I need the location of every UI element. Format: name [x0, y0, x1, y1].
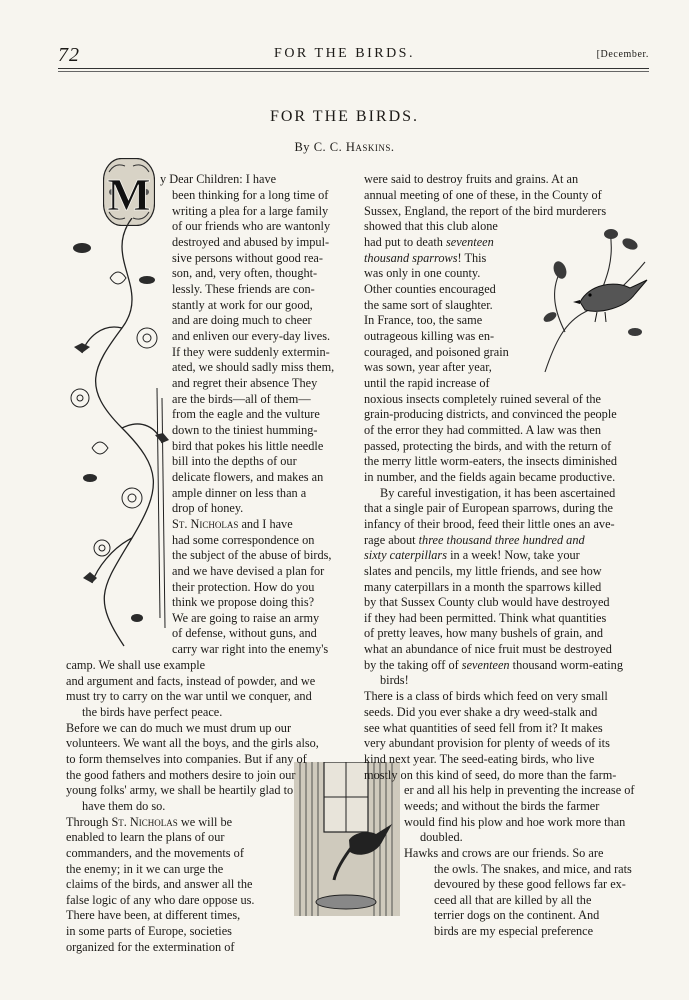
drop-cap-letter: M: [107, 169, 151, 220]
text-line: Hawks and crows are our friends. So are: [404, 846, 604, 860]
bird-on-branch-icon: [535, 222, 653, 380]
text-line: think we propose doing this?: [172, 595, 315, 609]
text-line: There is a class of birds which feed on very small: [364, 689, 608, 703]
text-line: stantly at work for our good,: [172, 298, 313, 312]
text-line: to form themselves into companies. But if any of: [66, 752, 307, 766]
text-line: see what quantities of seed fell from it? It makes: [364, 721, 603, 735]
text-line: terrier dogs on the continent. And: [434, 908, 600, 922]
text-line: showed that this club alone: [364, 219, 498, 233]
text-line: in some parts of Europe, societies: [66, 924, 232, 938]
text-line: until the rapid increase of: [364, 376, 490, 390]
text-line: sive persons without good rea-: [172, 251, 323, 265]
text-line: in number, and the fields again became productive.: [364, 470, 616, 484]
ornate-letter-icon: [103, 158, 155, 226]
text-line: bill into the depths of our: [172, 454, 297, 468]
text-line: by that Sussex County club would have destroyed: [364, 595, 610, 609]
text-line: claims of the birds, and answer all the: [66, 877, 253, 891]
byline-prefix: By: [294, 140, 314, 154]
text-line: couraged, and poisoned grain: [364, 345, 509, 359]
text-line: We are going to raise an army: [172, 611, 320, 625]
text-line: ated, we should sadly miss them,: [172, 360, 335, 374]
issue-month: [December.: [596, 49, 649, 60]
text-line: rage about three thousand three hundred and: [364, 533, 585, 547]
text-line: y Dear Children: I have: [160, 172, 277, 186]
text-line: volunteers. We want all the boys, and the girls also,: [66, 736, 319, 750]
header-rule-secondary: [58, 71, 649, 72]
text-line: lessly. These friends are con-: [172, 282, 315, 296]
text-line: ceed all that are killed by all the: [434, 893, 592, 907]
text-line: false logic of any who dare oppose us.: [66, 893, 255, 907]
text-line: grain-producing districts, and convinced the people: [364, 407, 617, 421]
text-line: sixty caterpillars in a week! Now, take your: [364, 548, 580, 562]
text-line: are the birds—all of them—: [172, 392, 311, 406]
text-line: kind next year. The seed-eating birds, who live: [364, 752, 595, 766]
text-line: mostly on this kind of seed, do more than the farm-: [364, 768, 617, 782]
text-line: delicate flowers, and makes an: [172, 470, 324, 484]
text-line: son, and, very often, thought-: [172, 266, 318, 280]
text-line: If they were suddenly extermin-: [172, 345, 330, 359]
text-line: the merry little worm-eaters, the insects diminished: [364, 454, 618, 468]
text-line: writing a plea for a large family: [172, 204, 329, 218]
text-line: and regret their absence They: [172, 376, 318, 390]
text-line: that a single pair of European sparrows, during the: [364, 501, 613, 515]
running-title: FOR THE BIRDS.: [274, 46, 415, 61]
text-line: must try to carry on the war until we conquer, and: [66, 689, 312, 703]
text-line: Through St. Nicholas we will be: [66, 815, 233, 829]
text-line: and are doing much to cheer: [172, 313, 312, 327]
text-line: destroyed and abused by impul-: [172, 235, 330, 249]
text-line: seeds. Did you ever shake a dry weed-stalk and: [364, 705, 598, 719]
text-line: passed, protecting the birds, and with the return of: [364, 439, 612, 453]
text-line: doubled.: [420, 830, 463, 844]
text-line: and argument and facts, instead of powder, and we: [66, 674, 316, 688]
text-line: down to the tiniest humming-: [172, 423, 318, 437]
text-line: commanders, and the movements of: [66, 846, 244, 860]
text-line: the birds have perfect peace.: [82, 705, 223, 719]
text-line: of our friends who are wantonly: [172, 219, 331, 233]
text-line: carry war right into the enemy's: [172, 642, 329, 656]
byline: [0, 140, 689, 155]
text-line: thousand sparrows! This: [364, 251, 487, 265]
text-line: the good fathers and mothers desire to join our: [66, 768, 296, 782]
text-line: had put to death seventeen: [364, 235, 494, 249]
text-line: enabled to learn the plans of our: [66, 830, 225, 844]
text-line: would find his plow and hoe work more than: [404, 815, 626, 829]
text-line: er and all his help in preventing the increase of: [404, 783, 635, 797]
text-line: Other counties encouraged: [364, 282, 496, 296]
text-line: young folks' army, we shall be heartily glad to: [66, 783, 294, 797]
text-line: Sussex, England, the report of the bird murderers: [364, 204, 607, 218]
text-line: what an abundance of nice fruit must be destroyed: [364, 642, 612, 656]
text-line: organized for the extermination of: [66, 940, 235, 954]
text-line: been thinking for a long time of: [172, 188, 329, 202]
text-line: devoured by these good fellows far ex-: [434, 877, 626, 891]
text-line: by the taking off of seventeen thousand worm-eating: [364, 658, 623, 672]
text-line: birds!: [380, 673, 409, 687]
text-line: In France, too, the same: [364, 313, 483, 327]
text-line: birds are my especial preference: [434, 924, 594, 938]
text-line: St. Nicholas and I have: [172, 517, 293, 531]
text-line: have them do so.: [82, 799, 166, 813]
header-rule: [58, 68, 649, 69]
text-line: and we have devised a plan for: [172, 564, 325, 578]
text-line: slates and pencils, my little friends, and see how: [364, 564, 602, 578]
text-line: and enliven our every-day lives.: [172, 329, 331, 343]
text-line: of pretty leaves, how many bushels of grain, and: [364, 626, 604, 640]
text-line: of the error they had committed. A law was then: [364, 423, 601, 437]
text-line: noxious insects completely ruined several of the: [364, 392, 601, 406]
text-line: ample dinner on less than a: [172, 486, 307, 500]
text-line: bird that pokes his little needle: [172, 439, 324, 453]
text-line: annual meeting of one of these, in the County of: [364, 188, 602, 202]
text-line: There have been, at different times,: [66, 908, 241, 922]
text-line: weeds; and without the birds the farmer: [404, 799, 600, 813]
text-line: of defense, without guns, and: [172, 626, 317, 640]
text-line: if they had been permitted. Think what quantities: [364, 611, 607, 625]
text-line: drop of honey.: [172, 501, 244, 515]
text-line: had some correspondence on: [172, 533, 315, 547]
text-line: the enemy; in it we can urge the: [66, 862, 224, 876]
text-line: the subject of the abuse of birds,: [172, 548, 332, 562]
article-title: FOR THE BIRDS.: [269, 108, 420, 125]
text-line: By careful investigation, it has been ascertained: [380, 486, 616, 500]
byline-author: C. C. Haskins.: [313, 140, 395, 154]
text-line: the owls. The snakes, and mice, and rats: [434, 862, 632, 876]
text-line: from the eagle and the vulture: [172, 407, 320, 421]
text-line: camp. We shall use example: [66, 658, 206, 672]
text-line: was sown, year after year,: [364, 360, 492, 374]
page-number: 72: [58, 44, 80, 66]
text-line: Before we can do much we must drum up our: [66, 721, 292, 735]
text-line: the same sort of slaughter.: [364, 298, 493, 312]
text-line: outrageous killing was en-: [364, 329, 495, 343]
text-line: their protection. How do you: [172, 580, 315, 594]
text-line: very abundant provision for plenty of weeds of its: [364, 736, 610, 750]
text-line: was only in one county.: [364, 266, 481, 280]
text-line: many caterpillars in a month the sparrows killed: [364, 580, 602, 594]
floral-vine-icon: [62, 218, 174, 648]
text-line: were said to destroy fruits and grains. At an: [364, 172, 579, 186]
text-line: infancy of their brood, feed their little ones an ave-: [364, 517, 615, 531]
